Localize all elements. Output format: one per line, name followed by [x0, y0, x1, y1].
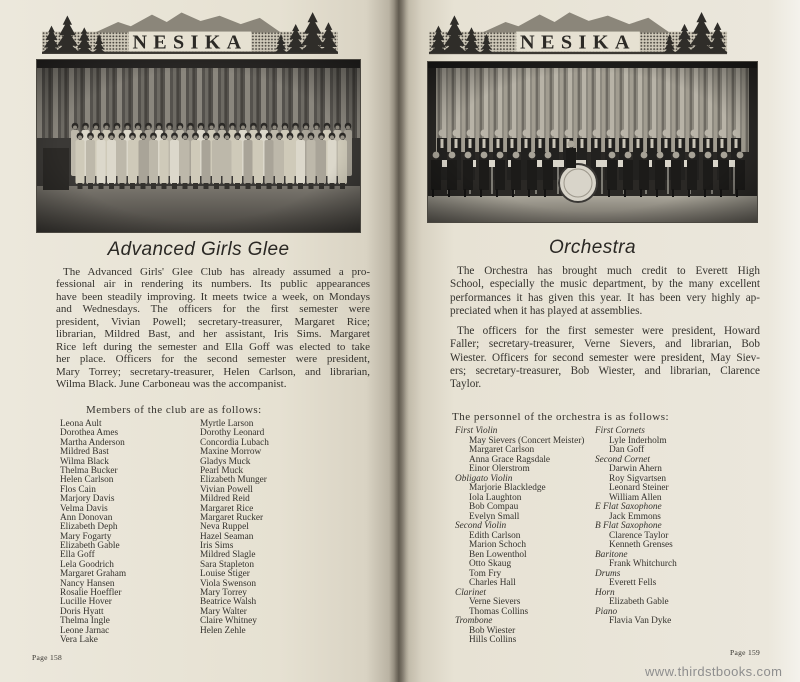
paragraph-line: The Advanced Girls' Glee Club has already assumed a pro- [63, 266, 370, 278]
member-name: Mary Fogarty [60, 531, 112, 542]
member-name: Doris Hyatt [60, 606, 104, 617]
musician-name: Bob Wiester [469, 625, 516, 636]
member-name: Rosalie Hoeffler [60, 588, 122, 599]
member-name: Flos Cain [60, 484, 96, 495]
member-name: Concordia Lubach [200, 437, 269, 448]
musician-name: Tom Fry [469, 568, 502, 579]
paragraph-line: ers; secretary-treasurer, Bob Wiester, and librarian, Clarence [450, 364, 760, 377]
member-name: Gladys Muck [200, 456, 251, 467]
member-name: Dorothea Ames [60, 428, 119, 439]
site-watermark: www.thirdstbooks.com [645, 664, 783, 679]
members-list-column-1 [60, 420, 126, 645]
paragraph-line: have been steadily improving. It meets twice a week, on Mondays [56, 290, 370, 303]
instrument-section-heading: Obligato Violin [455, 473, 513, 484]
paragraph-line: preciated when it has played at assemblies. [450, 304, 643, 317]
musician-name: Edith Carlson [469, 530, 521, 541]
instrument-section-heading: B Flat Saxophone [595, 521, 662, 531]
personnel-list-column-1 [455, 427, 584, 646]
musician-name: Charles Hall [469, 578, 516, 588]
paragraph-line: Wilma Black. June Carboneau was the accompanist. [56, 378, 287, 391]
section-title: Advanced Girls Glee [107, 239, 290, 260]
musician-name: Kenneth Grenses [609, 540, 673, 550]
member-name: Ella Goff [60, 550, 95, 561]
member-name: Leona Ault [60, 419, 102, 429]
paragraph-line: president, Vivian Powell; secretary-treasurer, Margaret Rice; [56, 315, 370, 328]
section-title: Orchestra [548, 237, 636, 258]
page-number: Page 159 [730, 648, 761, 657]
instrument-section-heading: First Violin [455, 426, 498, 436]
paragraph-line: and Wednesdays. The officers for the first semester were [56, 303, 370, 316]
member-name: Myrtle Larson [200, 419, 254, 429]
member-name: Louise Stiger [200, 569, 250, 580]
orchestra-paragraph-1 [450, 265, 760, 318]
banner-title: NESIKA [520, 31, 636, 54]
musician-name: Einor Olerstrom [469, 464, 530, 474]
paragraph-line: Wiester. Officers for second semester were president, May Siev- [450, 351, 760, 364]
musician-name: Margaret Carlson [469, 445, 535, 455]
musician-name: William Allen [609, 492, 662, 503]
orchestra-paragraph-2 [450, 325, 760, 391]
paragraph-line: librarian, Mildred Bast, and her assistant, Iris Sims. Margaret [56, 328, 370, 341]
photo-vignette [37, 60, 360, 232]
paragraph-line: Taylor. [450, 378, 482, 391]
instrument-section-heading: First Cornets [595, 426, 645, 436]
member-name: Sara Stapleton [200, 559, 254, 570]
member-name: Mildred Reid [200, 494, 250, 505]
banner-title: NESIKA [132, 31, 248, 54]
instrument-section-heading: Clarinet [455, 587, 486, 598]
photo-vignette [428, 62, 757, 222]
member-name: Thelma Bucker [60, 465, 118, 476]
musician-name: Darwin Ahern [609, 464, 662, 474]
member-name: Viola Swenson [200, 578, 256, 589]
instrument-section-heading: Second Violin [455, 521, 507, 531]
member-name: Mildred Bast [60, 447, 109, 458]
musician-name: Lyle Inderholm [609, 435, 667, 446]
member-name: Ann Donovan [60, 512, 113, 523]
book-gutter [389, 0, 409, 682]
member-name: Lela Goodrich [60, 559, 114, 570]
paragraph-line: The Orchestra has brought much credit to Everett High [457, 265, 760, 277]
musician-name: Flavia Van Dyke [609, 616, 672, 626]
musician-name: Frank Whitchurch [609, 559, 677, 569]
glee-club-paragraph [56, 266, 370, 391]
musician-name: Anna Grace Ragsdale [469, 454, 551, 465]
member-name: Mary Walter [200, 606, 247, 617]
member-name: Margaret Rucker [200, 512, 264, 523]
member-name: Pearl Muck [200, 465, 244, 476]
member-name: Vera Lake [60, 634, 98, 645]
paragraph-line: Mary Torrey; secretary-treasurer, Helen Carlson, and librarian, [56, 365, 370, 378]
musician-name: Elizabeth Gable [609, 597, 669, 607]
right-page [398, 0, 800, 682]
musician-name: Otto Skaug [469, 559, 512, 569]
paragraph-line: Faller; secretary-treasurer, Verne Sievers, and librarian, Bob [450, 338, 760, 351]
musician-name: Dan Goff [609, 445, 645, 455]
musician-name: Jack Emmons [609, 511, 661, 522]
instrument-section-heading: Horn [595, 587, 615, 598]
musician-name: May Sievers (Concert Meister) [469, 435, 585, 446]
member-name: Velma Davis [60, 503, 108, 514]
instrument-section-heading: Baritone [595, 549, 628, 560]
member-name: Neva Ruppel [200, 522, 249, 533]
musician-name: Roy Sigvartsen [609, 473, 667, 484]
member-name: Vivian Powell [200, 484, 253, 495]
paragraph-line: performances it has given this year. It has been very highly ap- [450, 291, 760, 304]
member-name: Margaret Rice [200, 503, 254, 514]
instrument-section-heading: E Flat Saxophone [595, 502, 662, 512]
personnel-list-column-2 [595, 427, 677, 627]
paragraph-line: The officers for the first semester were president, Howard [457, 325, 760, 337]
personnel-intro: The personnel of the orchestra is as follows: [452, 411, 670, 423]
musician-name: Everett Fells [609, 578, 657, 588]
member-name: Nancy Hansen [60, 578, 115, 589]
page-number: Page 158 [32, 653, 63, 662]
musician-name: Marion Schoch [469, 540, 527, 550]
instrument-section-heading: Trombone [455, 616, 493, 626]
musician-name: Bob Compau [469, 502, 519, 512]
member-name: Beatrice Walsh [200, 597, 257, 608]
musician-name: Hills Collins [469, 635, 517, 645]
member-name: Maxine Morrow [200, 447, 262, 458]
orchestra-photo [428, 62, 757, 222]
member-name: Elizabeth Munger [200, 475, 267, 486]
member-name: Wilma Black [60, 456, 109, 467]
member-name: Dorothy Leonard [200, 428, 265, 439]
musician-name: Iola Laughton [469, 492, 522, 503]
musician-name: Clarence Taylor [609, 530, 669, 541]
musician-name: Ben Lowenthol [469, 549, 527, 560]
musician-name: Marjorie Blackledge [469, 483, 546, 493]
member-name: Mildred Slagle [200, 550, 256, 561]
nesika-banner [428, 6, 728, 55]
musician-name: Leonard Steiner [609, 483, 669, 493]
paragraph-line: Rice left during the semester and Ella Goff was elected to take [56, 340, 370, 353]
member-name: Elizabeth Deph [60, 522, 118, 533]
member-name: Mary Torrey [200, 588, 247, 599]
member-name: Lucille Hover [60, 597, 112, 608]
member-name: Leone Jarnac [60, 625, 110, 636]
member-name: Helen Zehle [200, 625, 246, 636]
instrument-section-heading: Piano [595, 606, 618, 617]
member-name: Martha Anderson [60, 437, 125, 448]
member-name: Elizabeth Gable [60, 541, 120, 552]
members-list-column-2 [200, 420, 269, 636]
paragraph-line: fessional air in rendering its numbers. Its public appearances [56, 278, 370, 291]
members-intro: Members of the club are as follows: [86, 404, 262, 416]
member-name: Helen Carlson [60, 475, 114, 486]
member-name: Thelma Ingle [60, 616, 110, 627]
member-name: Claire Whitney [200, 616, 257, 627]
member-name: Iris Sims [200, 541, 234, 552]
instrument-section-heading: Drums [595, 568, 621, 579]
paragraph-line: School, especially the music department, by the many excellent [450, 278, 760, 291]
musician-name: Evelyn Small [469, 511, 520, 522]
member-name: Marjory Davis [60, 494, 115, 505]
left-page [0, 0, 398, 682]
member-name: Hazel Seaman [200, 531, 254, 542]
glee-club-photo [37, 60, 360, 232]
instrument-section-heading: Second Cornet [595, 454, 650, 465]
musician-name: Thomas Collins [469, 606, 529, 617]
paragraph-line: her place. Officers for the second semester were president, [56, 353, 370, 366]
nesika-banner [42, 6, 338, 55]
musician-name: Verne Sievers [469, 597, 521, 607]
member-name: Margaret Graham [60, 569, 127, 580]
